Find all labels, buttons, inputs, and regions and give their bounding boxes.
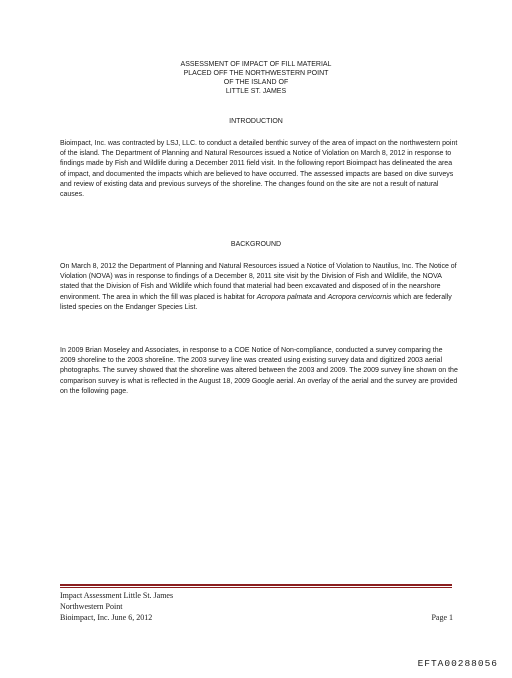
document-title [0, 60, 512, 96]
title-line-3: OF THE ISLAND OF [223, 79, 289, 86]
title-line-1: ASSESSMENT OF IMPACT OF FILL MATERIAL [180, 61, 332, 68]
footer-line-2: Northwestern Point [60, 602, 123, 611]
background-paragraph-1-text-c: which are federally listed species on the Endanger Species List. [60, 293, 452, 311]
introduction-paragraph: Bioimpact, Inc. was contracted by LSJ, LLC. to conduct a detailed benthic survey of the area of impact on the northwestern point of the island. The Department of Planning and Natural Resources issued a Notice of Violation on March 8, 2012 in response to findings made by Fish and Wildlife during a December 2011 field visit. In the following report Bioimpact has delineated the area of impact, and documented the impacts which are believed to have occurred. The assessed impacts are based on dive surveys and review of existing data and previous surveys of the shoreline. The changes found on the site are not a result of natural causes. [60, 140, 458, 199]
page-number: Page 1 [431, 613, 453, 622]
bates-number: EFTA00288056 [417, 658, 498, 669]
footer-line-3-row [60, 612, 453, 623]
page-footer [60, 590, 453, 623]
footer-line-1: Impact Assessment Little St. James [60, 591, 174, 600]
background-paragraph-1-text-a: On March 8, 2012 the Department of Planning and Natural Resources issued a Notice of Violation to Nautilus, Inc. The Notice of Violation (NOVA) was in response to findings of a December 8, 2011 site visit by the Division of Fish and Wildlife, the NOVA stated that the Division of Fish and Wildlife which found that material had been excavated and disposed of in the nearshore environment. The area in which the fill was placed is habitat for [60, 263, 457, 301]
background-paragraph-2: In 2009 Brian Moseley and Associates, in response to a COE Notice of Non-compliance, conducted a survey comparing the 2009 shoreline to the 2003 shoreline. The 2003 survey line was created using existing survey data and digitized 2003 aerial photographs. The survey showed that the shoreline was altered between the 2003 and 2009. The 2009 survey line shown on the comparison survey is what is reflected in the August 18, 2009 Google aerial. An overlay of the aerial and the survey are provided on the following page. [60, 347, 458, 395]
background-paragraph-1-text-b: and [312, 293, 328, 301]
title-line-2: PLACED OFF THE NORTHWESTERN POINT [183, 70, 329, 77]
footer-rule-thin [60, 587, 452, 588]
background-heading: BACKGROUND [230, 241, 282, 248]
title-line-4: LITTLE ST. JAMES [225, 88, 287, 95]
footer-rule-thick [60, 584, 452, 586]
footer-line-3: Bioimpact, Inc. June 6, 2012 [60, 613, 153, 622]
introduction-heading: INTRODUCTION [229, 118, 283, 125]
species-acropora-palmata: Acropora palmata [256, 293, 313, 301]
species-acropora-cervicornis: Acropora cervicornis [327, 293, 392, 301]
background-paragraph-1 [60, 262, 458, 313]
